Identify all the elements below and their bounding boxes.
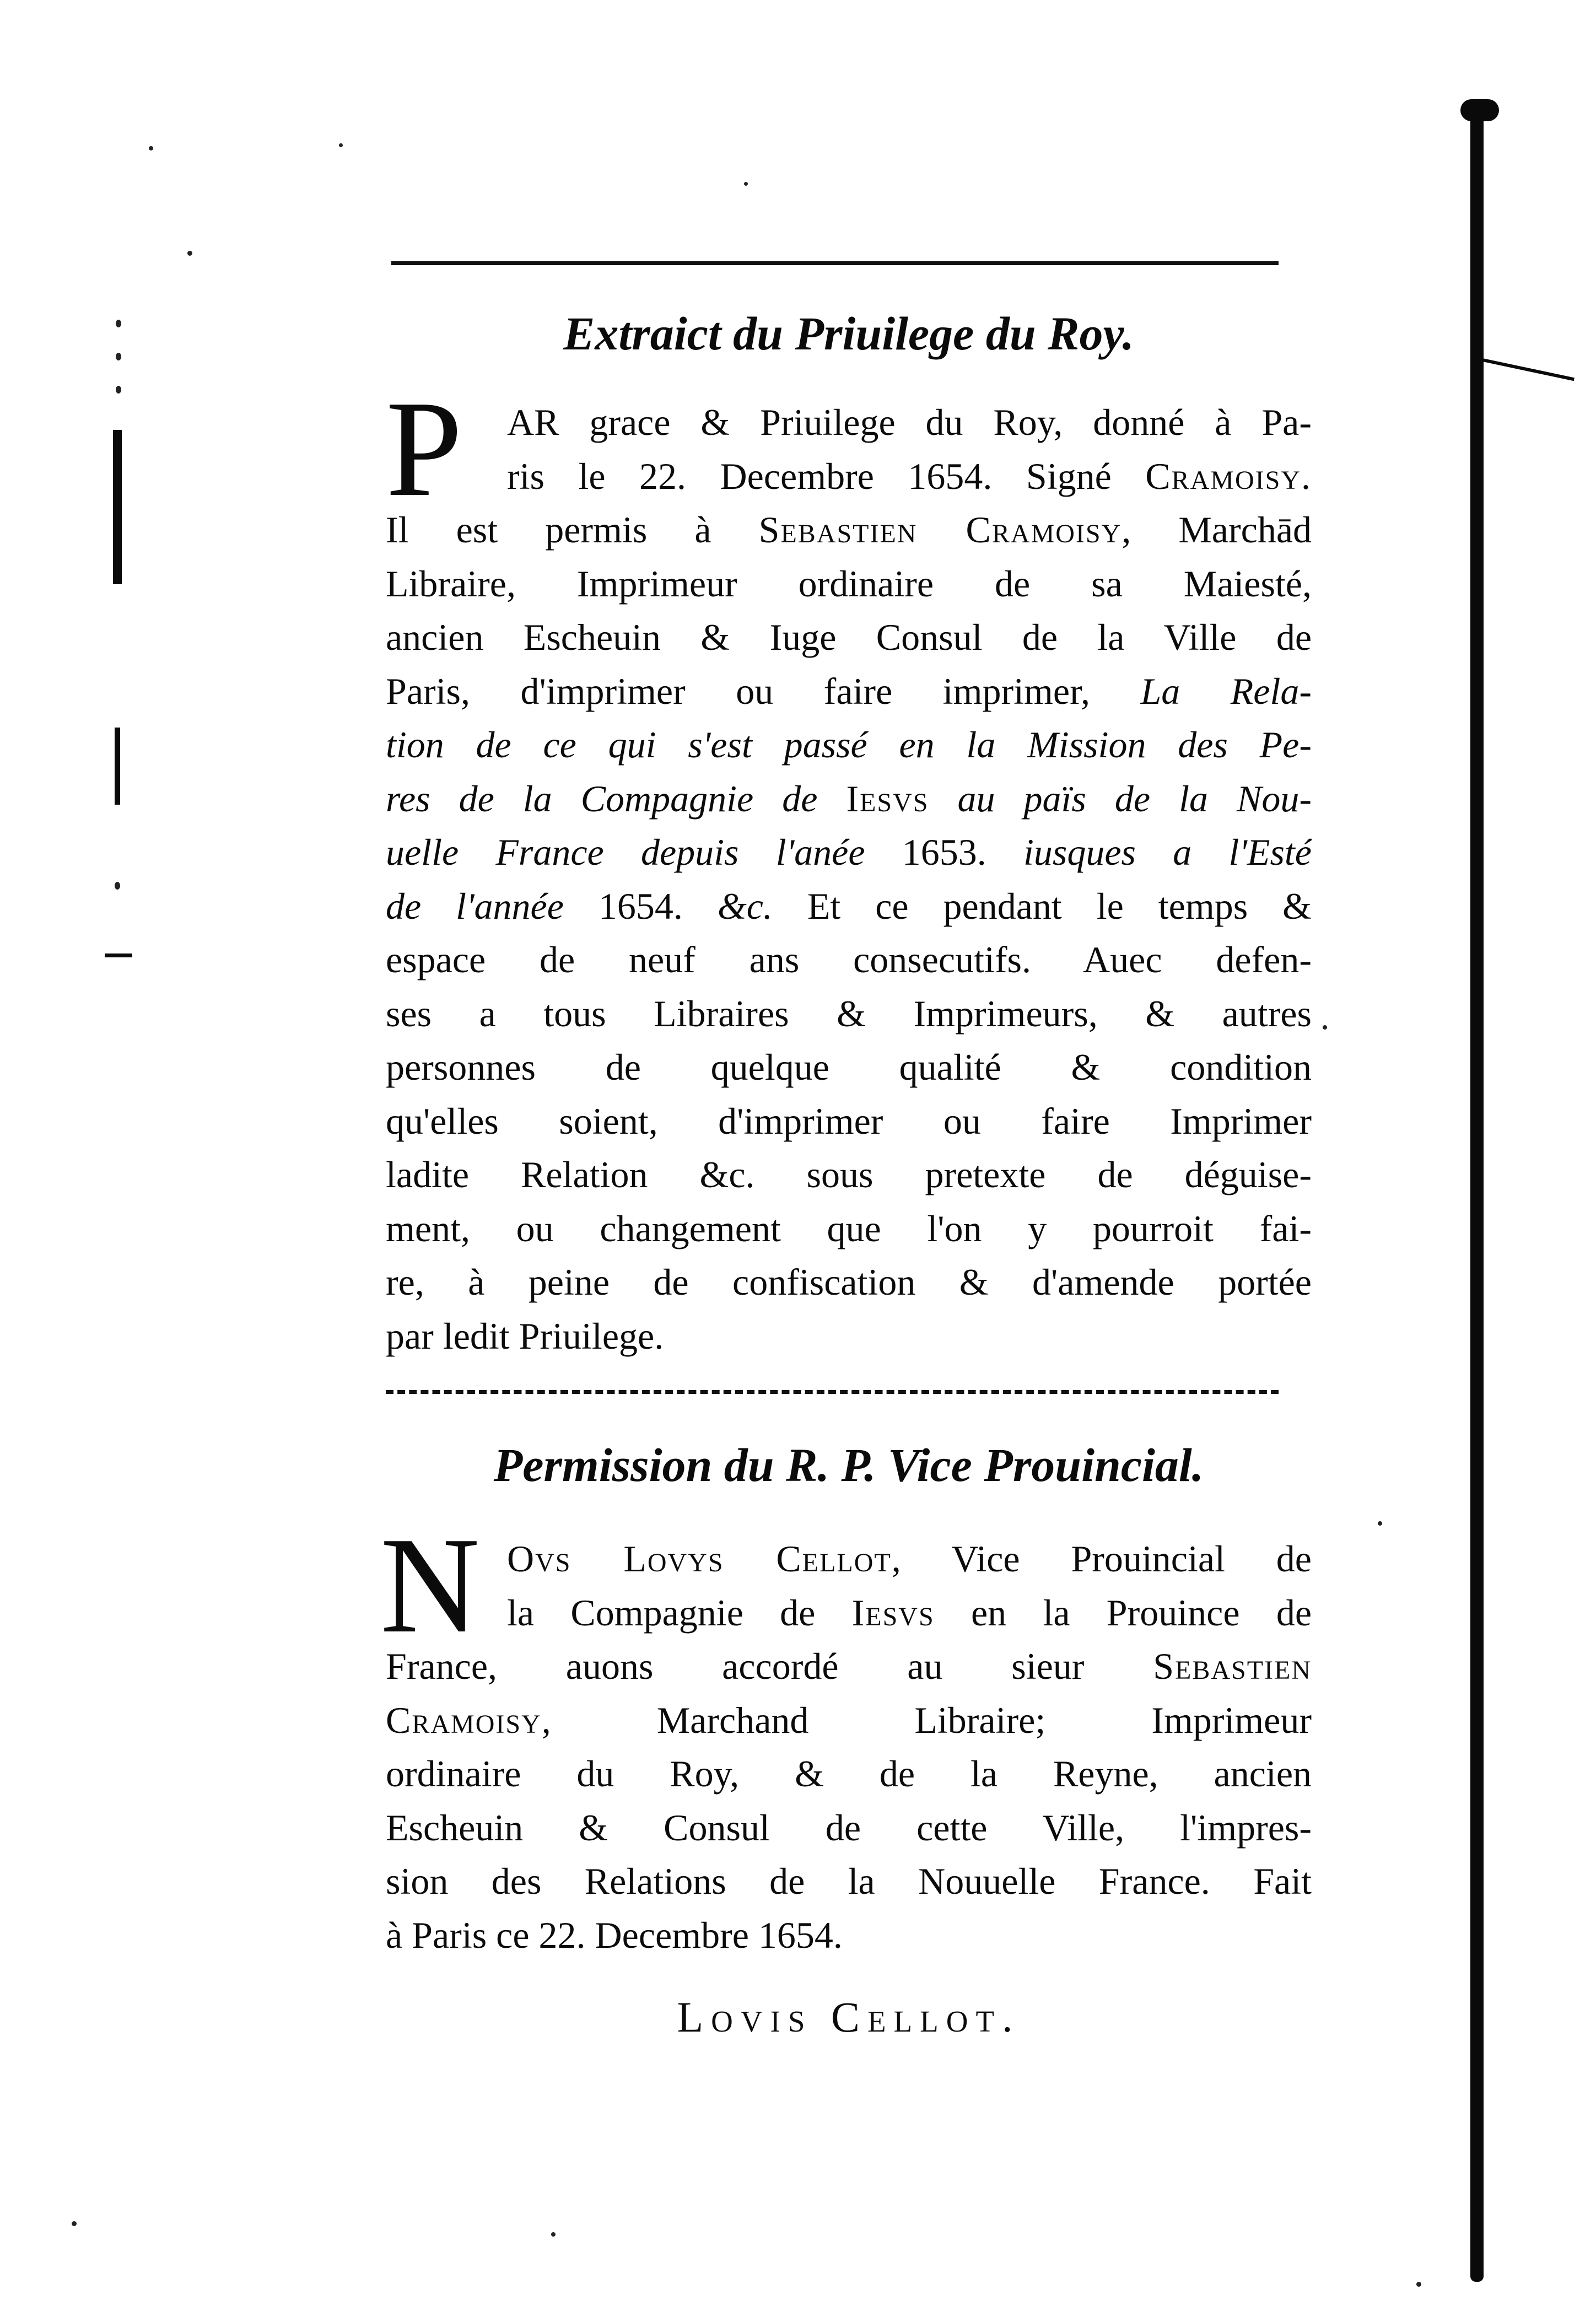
text-line [386,880,1312,934]
text-line [386,933,1312,987]
left-margin-speck [72,2221,77,2226]
privilege-paragraph [386,373,1312,1363]
permission-paragraph [380,1509,1312,1962]
text-run: personnes de quelque qualité & condition [386,1046,1312,1088]
text-run: , Marchand Libraire; Imprimeur [541,1699,1312,1741]
text-run: sion des Relations de la Nouuelle France. Fait [386,1860,1312,1902]
text-run: à Paris ce 22. Decembre 1654. [386,1914,843,1956]
text-line [386,1148,1312,1202]
text-line [386,1801,1312,1855]
text-line [386,503,1312,557]
permission-lines [386,1532,1312,1962]
left-margin-speck [744,182,748,186]
text-line [386,396,1312,450]
small-caps-run: Cramoisy. [1145,455,1312,497]
top-rule [391,261,1279,265]
left-margin-speck [339,143,343,147]
italic-run: res de la Compagnie de [386,777,846,820]
left-margin-speck [116,386,121,394]
small-caps-run: Sebastien [1153,1645,1312,1687]
italic-run: au païs de la Nou- [929,777,1312,820]
text-line [386,1640,1312,1694]
left-margin-speck [1323,1025,1327,1030]
text-line [386,1586,1312,1640]
text-run: ordinaire du Roy, & de la Reyne, ancien [386,1753,1312,1795]
text-run: espace de neuf ans consecutifs. Auec defen- [386,939,1312,981]
text-line [386,1694,1312,1748]
text-run: re, à peine de confiscation & d'amende portée [386,1261,1312,1303]
text-run: ancien Escheuin & Iuge Consul de la Ville de [386,616,1312,658]
text-line [386,1532,1312,1586]
text-run: Et ce pendant le temps & [772,885,1312,927]
left-margin-speck [116,353,121,360]
text-run: par ledit Priuilege. [386,1315,664,1357]
text-line [386,1095,1312,1149]
small-caps-run: Iesvs [851,1591,935,1634]
permission-heading: Permission du R. P. Vice Prouincial. [493,1439,1204,1491]
left-margin-speck [115,882,120,890]
text-line [386,1855,1312,1909]
small-caps-run: Ovs Lovys Cellot [507,1538,892,1580]
text-run: ris le 22. Decembre 1654. Signé [507,455,1146,497]
left-margin-speck [551,2232,556,2237]
text-line [386,987,1312,1041]
italic-run: de l'année [386,885,598,927]
text-line [386,1747,1312,1801]
text-run: 1653. [902,831,1024,873]
text-run: , Vice Prouincial de [891,1538,1312,1580]
text-run: Escheuin & Consul de cette Ville, l'impres- [386,1806,1312,1849]
small-caps-run: Cramoisy [386,1699,542,1741]
text-run: en la Prouince de [934,1591,1312,1634]
privilege-heading: Extraict du Priuilege du Roy. [563,307,1135,360]
text-run: France, auons accordé au sieur [386,1645,1153,1687]
text-line [386,557,1312,611]
binding-edge-shadow [1470,99,1484,2282]
italic-run: uelle France depuis l'anée [386,831,902,873]
text-line [386,1310,1312,1364]
left-margin-speck [149,146,153,150]
text-line [386,1041,1312,1095]
italic-run: tion de ce qui s'est passé en la Mission des Pe- [386,724,1312,766]
left-margin-dash [105,954,132,957]
left-margin-bar [113,430,122,584]
text-line [386,1202,1312,1256]
left-margin-speck [1378,1521,1382,1526]
privilege-drop-cap: P [386,373,463,525]
text-run: qu'elles soient, d'imprimer ou faire Imprimer [386,1100,1312,1142]
text-run: , Marchād [1121,509,1312,551]
small-caps-run: Iesvs [846,777,929,820]
text-run: Libraire, Imprimeur ordinaire de sa Maiesté, [386,562,1312,605]
text-run: ses a tous Libraires & Imprimeurs, & autres [386,992,1312,1035]
text-line [386,611,1312,665]
binding-edge-curl [1482,358,1575,381]
left-margin-speck [187,251,192,256]
signature: Lovis Cellot. [677,1993,1021,2041]
small-caps-run: Sebastien Cramoisy [758,509,1122,551]
text-run: AR grace & Priuilege du Roy, donné à Pa- [507,401,1312,443]
permission-drop-cap: N [380,1509,480,1662]
text-run: ment, ou changement que l'on y pourroit fai- [386,1207,1312,1249]
section-divider [386,1390,1279,1394]
text-line [386,1256,1312,1310]
text-run: 1654. [598,885,718,927]
left-margin-mark [115,728,120,805]
italic-run: iusques a l'Esté [1023,831,1312,873]
italic-run: &c. [717,885,773,927]
text-run: ladite Relation &c. sous pretexte de déguise- [386,1154,1312,1195]
text-line [386,826,1312,880]
text-line [386,450,1312,504]
text-line [386,1909,1312,1963]
text-run: Paris, d'imprimer ou faire imprimer, [386,670,1141,712]
text-run: Il est permis à [386,509,759,551]
binding-edge-top [1460,99,1499,121]
left-margin-speck [1416,2282,1421,2287]
text-line [386,665,1312,719]
italic-run: La Rela- [1140,670,1312,712]
text-run: la Compagnie de [507,1591,852,1634]
left-margin-speck [116,320,121,327]
text-line [386,772,1312,826]
text-line [386,718,1312,772]
privilege-lines [386,373,1312,1363]
